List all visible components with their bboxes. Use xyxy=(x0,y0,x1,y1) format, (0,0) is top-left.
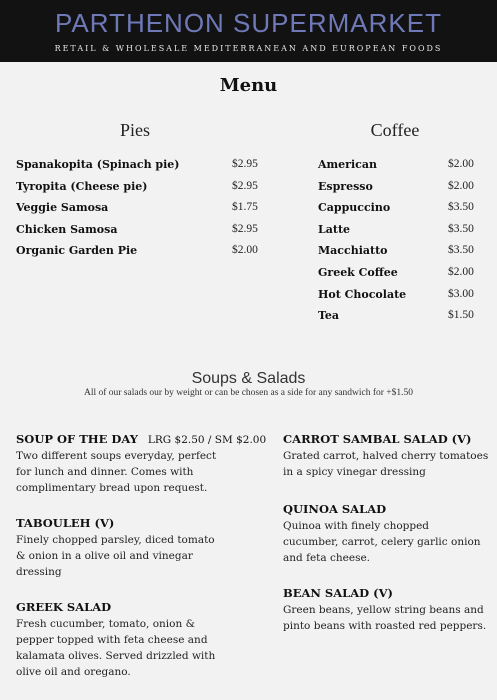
description-line: olive oil and oregano. xyxy=(16,666,131,678)
coffee-item-price: $2.00 xyxy=(448,180,474,192)
coffee-item-price: $3.50 xyxy=(448,223,474,235)
pie-item-name: Spanakopita (Spinach pie) xyxy=(16,158,180,171)
coffee-item-name: Espresso xyxy=(318,180,373,193)
description-line: cucumber, carrot, celery garlic onion xyxy=(283,536,481,548)
pie-item-name: Tyropita (Cheese pie) xyxy=(16,180,148,193)
soups-salads-heading: Soups & Salads xyxy=(191,370,306,387)
menu-title: Menu xyxy=(219,75,278,96)
coffee-item-price: $1.50 xyxy=(448,309,474,321)
coffee-item-name: Macchiatto xyxy=(318,244,388,257)
pie-item-price: $2.95 xyxy=(232,158,258,170)
salad-title xyxy=(16,432,266,446)
description-line: Fresh cucumber, tomato, onion & xyxy=(16,618,195,630)
header-banner xyxy=(0,0,497,62)
pie-item-price: $2.95 xyxy=(232,180,258,192)
description-line: Two different soups everyday, perfect xyxy=(16,450,217,462)
description-line: pinto beans with roasted red peppers. xyxy=(283,620,487,632)
salad-title xyxy=(16,516,114,530)
description-line: for lunch and dinner. Comes with xyxy=(16,466,194,478)
salad-description xyxy=(16,448,216,496)
salad-title-text: CARROT SAMBAL SALAD (V) xyxy=(283,432,472,446)
pie-item-price: $2.00 xyxy=(232,244,258,256)
pie-item-price: $1.75 xyxy=(232,201,258,213)
coffee-item-name: Hot Chocolate xyxy=(318,288,407,301)
salad-title-text: GREEK SALAD xyxy=(16,600,112,614)
salad-title xyxy=(283,502,386,516)
description-line: complimentary bread upon request. xyxy=(16,482,208,494)
salad-description xyxy=(283,448,488,480)
description-line: dressing xyxy=(16,566,62,578)
description-line: Finely chopped parsley, diced tomato xyxy=(16,534,215,546)
salad-price: LRG $2.50 / SM $2.00 xyxy=(147,434,267,446)
coffee-item-price: $2.00 xyxy=(448,158,474,170)
coffee-item-price: $3.50 xyxy=(448,201,474,213)
coffee-item-name: Cappuccino xyxy=(318,201,391,214)
salad-title xyxy=(283,586,393,600)
salad-title-text: TABOULEH (V) xyxy=(16,516,115,530)
description-line: Quinoa with finely chopped xyxy=(283,520,430,532)
salad-title-text: SOUP OF THE DAY xyxy=(16,432,138,446)
coffee-item-name: Tea xyxy=(318,309,340,322)
pie-item-name: Organic Garden Pie xyxy=(16,244,138,257)
coffee-item-price: $2.00 xyxy=(448,266,474,278)
pie-item-name: Veggie Samosa xyxy=(16,201,109,214)
salad-title-text: BEAN SALAD (V) xyxy=(283,586,393,600)
pie-item-name: Chicken Samosa xyxy=(16,223,118,236)
description-line: in a spicy vinegar dressing xyxy=(283,466,426,478)
coffee-item-price: $3.00 xyxy=(448,288,474,300)
description-line: pepper topped with feta cheese and xyxy=(16,634,208,646)
salad-title xyxy=(16,600,111,614)
salad-title-text: QUINOA SALAD xyxy=(283,502,387,516)
description-line: kalamata olives. Served drizzled with xyxy=(16,650,216,662)
description-line: Grated carrot, halved cherry tomatoes xyxy=(283,450,489,462)
salads-note: All of our salads our by weight or can be chosen as a side for any sandwich for +$1.50 xyxy=(83,388,414,398)
salad-description xyxy=(283,602,486,634)
salad-description xyxy=(16,616,215,680)
store-name: PARTHENON SUPERMARKET xyxy=(55,8,442,38)
coffee-item-price: $3.50 xyxy=(448,244,474,256)
description-line: & onion in a olive oil and vinegar xyxy=(16,550,193,562)
salad-title xyxy=(283,432,471,446)
coffee-item-name: Greek Coffee xyxy=(318,266,398,279)
store-tagline: RETAIL & WHOLESALE MEDITERRANEAN AND EUROPEAN FOODS xyxy=(54,44,443,53)
coffee-heading: Coffee xyxy=(370,120,420,140)
pie-item-price: $2.95 xyxy=(232,223,258,235)
pies-heading: Pies xyxy=(119,120,150,140)
coffee-item-name: American xyxy=(318,158,377,171)
coffee-item-name: Latte xyxy=(318,223,351,236)
description-line: and feta cheese. xyxy=(283,552,371,564)
description-line: Green beans, yellow string beans and xyxy=(283,604,484,616)
salad-description xyxy=(16,532,215,580)
salad-description xyxy=(283,518,481,566)
